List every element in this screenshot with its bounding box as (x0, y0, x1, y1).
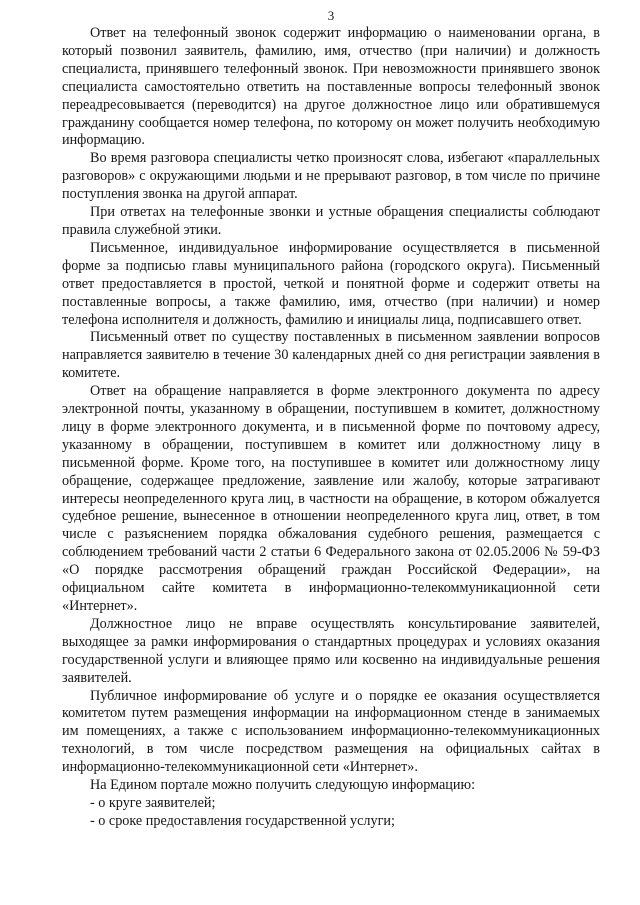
paragraph-ethics: При ответах на телефонные звонки и устные обращения специалисты соблюдают правила служебной этики. (62, 204, 600, 238)
paragraph-electronic-response: Ответ на обращение направляется в форме электронного документа по адресу электронной почты, указанному в обращении, поступившем в комитет, должностному лицу в форме электронного документа, и в письменной форме по почтовому адресу, указанному в обращении, поступившем в комитет или должностному лицу в письменной форме. Кроме того, на поступившее в комитет или должностному лицу обращение, содержащее предложение, заявление или жалобу, которые затрагивают интересы неопределенного круга лиц, в частности на обращение, в котором обжалуется судебное решение, вынесенное в отношении неопределенного круга лиц, ответ, в том числе с разъяснением порядка обжалования судебного решения, размещается с соблюдением требований части 2 статьи 6 Федерального закона от 02.05.2006 № 59-ФЗ «О порядке рассмотрения обращений граждан Российской Федерации», на официальном сайте комитета в информационно-телекоммуникационной сети «Интернет». (62, 383, 600, 614)
paragraph-conversation-rules: Во время разговора специалисты четко произносят слова, избегают «параллельных разговоров» с окружающими людьми и не прерывают разговор, в том числе по причине поступления звонка на другой аппарат. (62, 150, 600, 203)
paragraph-consulting-limits: Должностное лицо не вправе осуществлять консультирование заявителей, выходящее за рамки информирования о стандартных процедурах и условиях оказания государственной услуги и влияющее прямо или косвенно на индивидуальные решения заявителей. (62, 615, 600, 686)
list-item: - о сроке предоставления государственной услуги; (90, 812, 395, 829)
paragraph-response-deadline: Письменный ответ по существу поставленных в письменном заявлении вопросов направляется заявителю в течение 30 календарных дней со дня регистрации заявления в комитете. (62, 329, 600, 382)
paragraph-public-info: Публичное информирование об услуге и о порядке ее оказания осуществляется комитетом путем размещения информации на информационном стенде в занимаемых им помещениях, а также с использованием информационно-телекоммуникационных технологий, в том числе посредством размещения на официальных сайтах в информационно-телекоммуникационной сети «Интернет». (62, 687, 600, 776)
paragraph-written-info: Письменное, индивидуальное информирование осуществляется в письменной форме за подписью главы муниципального района (городского округа). Письменный ответ предоставляется в простой, четкой и понятной форме и содержит ответы на поставленные вопросы, а также фамилию, имя, отчество (при наличии) и номер телефона исполнителя и должность, фамилию и инициалы лица, подписавшего ответ. (62, 239, 600, 328)
paragraph-portal-intro: На Едином портале можно получить следующую информацию: (90, 777, 476, 794)
page-number: 3 (327, 8, 335, 23)
list-item: - о круге заявителей; (90, 794, 216, 811)
paragraph-phone-answer: Ответ на телефонный звонок содержит информацию о наименовании органа, в который позвонил заявитель, фамилию, имя, отчество (при наличии) и должность специалиста, принявшего телефонный звонок. При невозможности принявшего звонок специалиста самостоятельно ответить на поставленные вопросы телефонный звонок переадресовывается (переводится) на другое должностное лицо или обратившемуся гражданину сообщается номер телефона, по которому он может получить необходимую информацию. (62, 25, 600, 149)
